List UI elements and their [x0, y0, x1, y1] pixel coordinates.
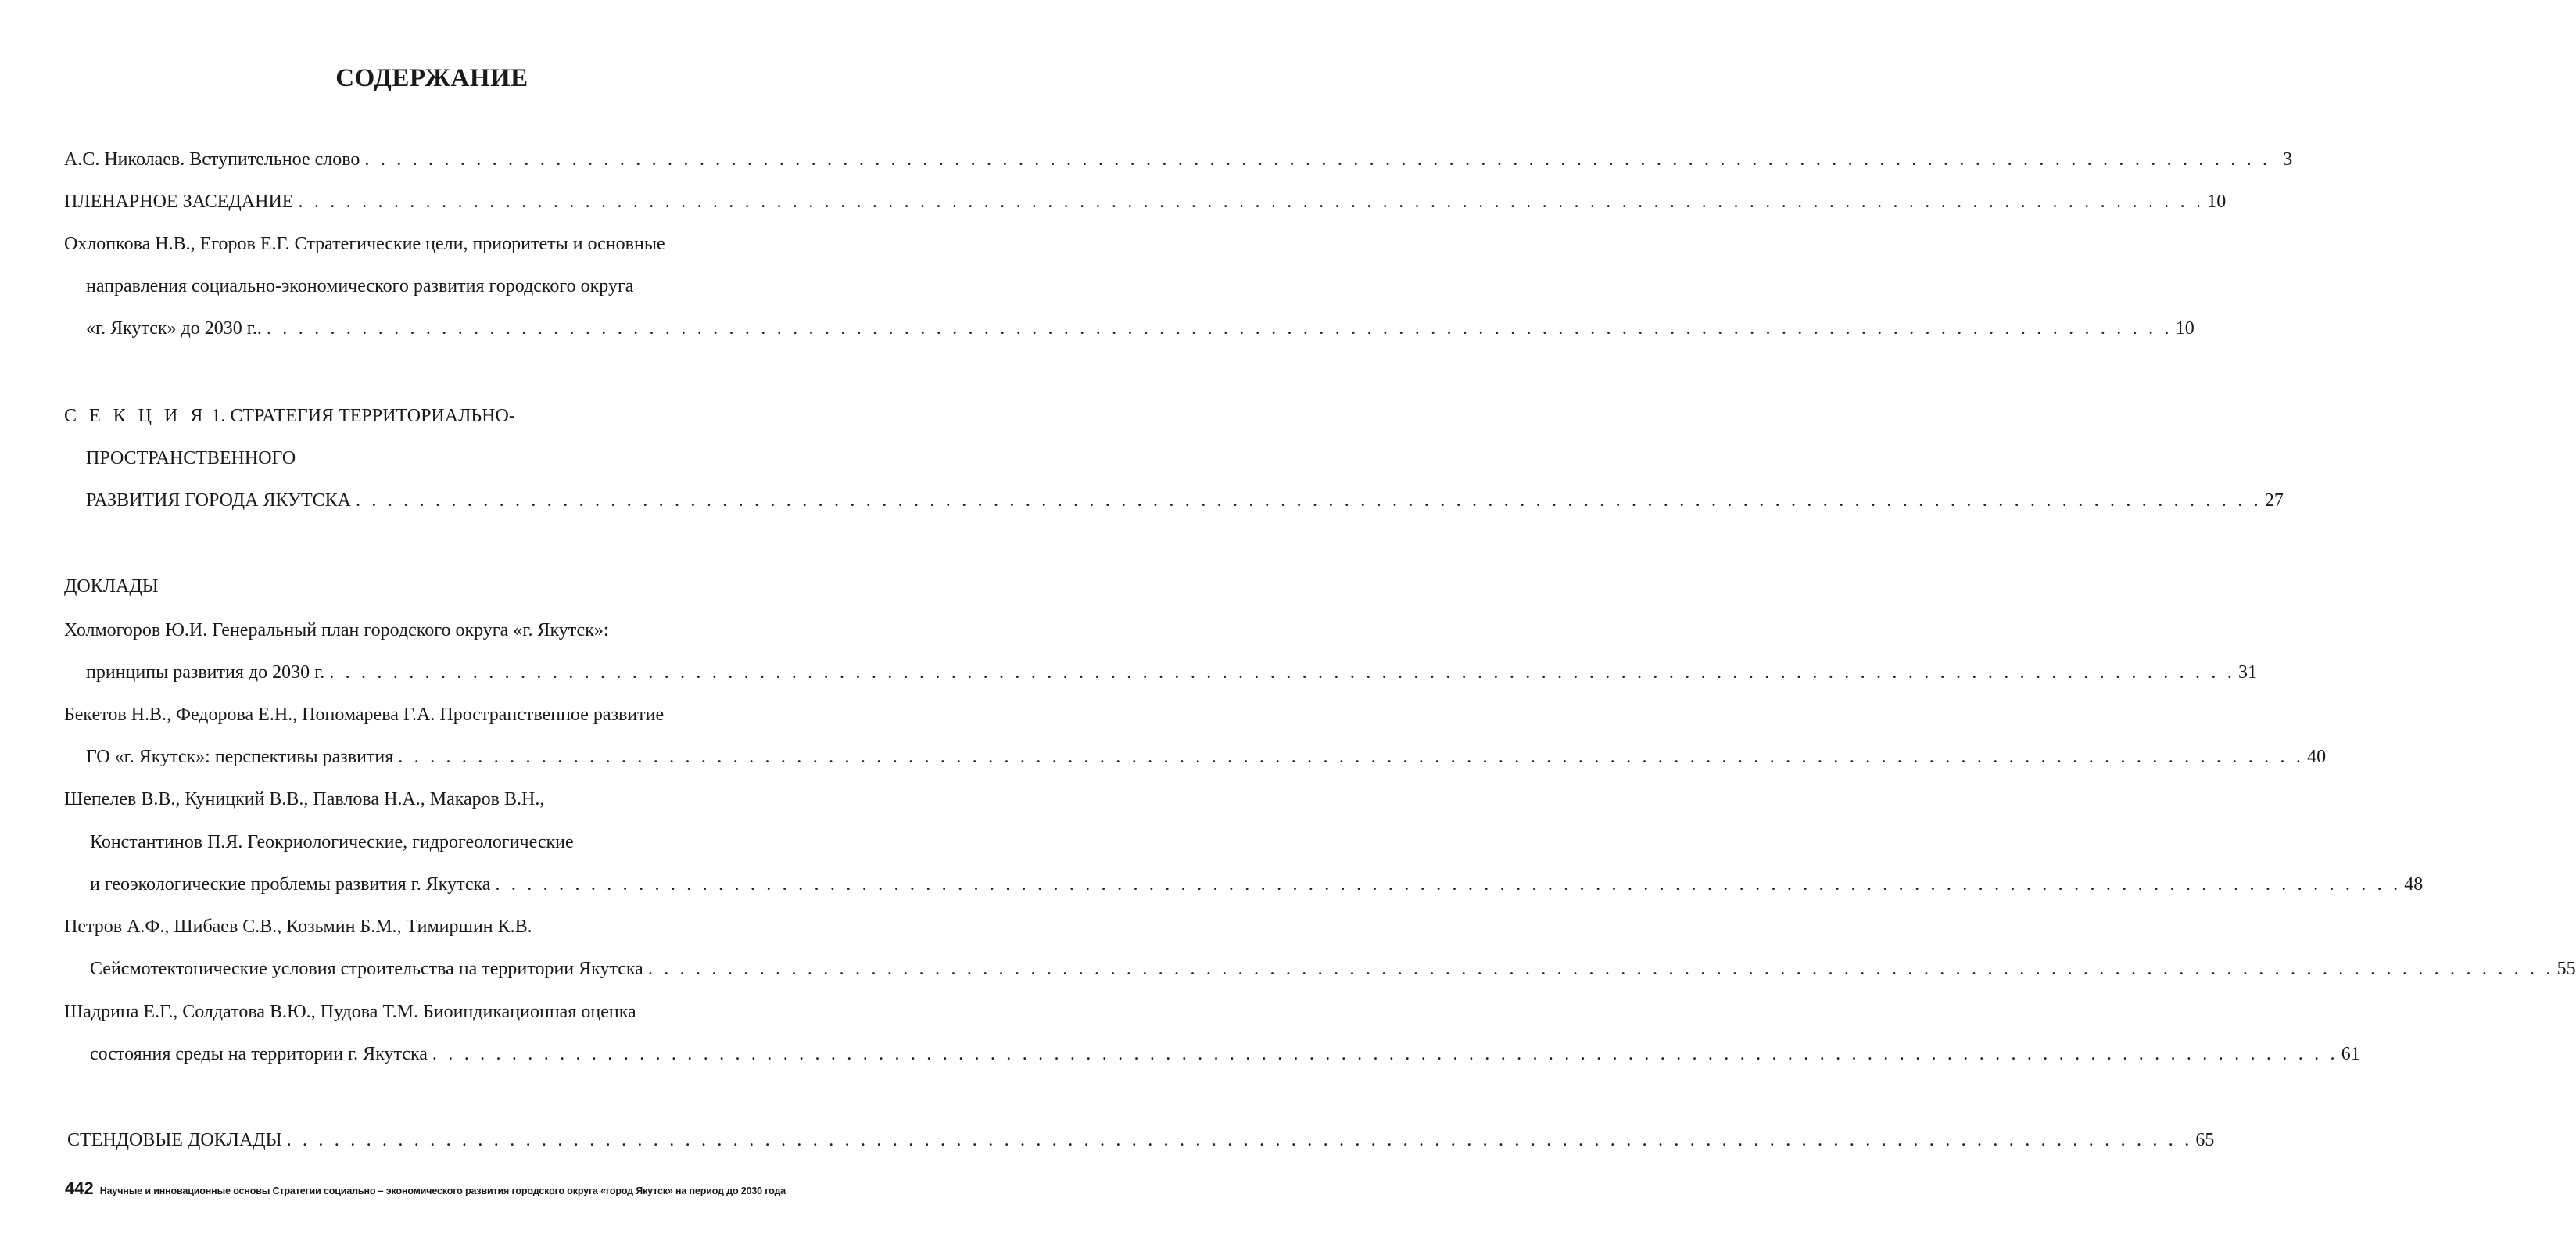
toc-entry-line: Сейсмотектонические условия строительства на территории Якутска . . . . . . . . . . . . . . . . . . . . . . . . . . . . . . . . . . . . . . . . . . . . . . . . . . . . . . . . . . . . . . . . . . . . . . . . . . . . . . . . . . . . . . . . . . . . . . . . . . . . . . . . . . . . . . . . . . . . . . . . 55 — [90, 956, 812, 981]
dot-leader: . . . . . . . . . . . . . . . . . . . . . . . . . . . . . . . . . . . . . . . . . . . . . . . . . . . . . . . . . . . . . . . . . . . . . . . . . . . . . . . . . . . . . . . . . . . . . . . . . . . . . . . . . . . . . . . . . . . . . . . . — [647, 959, 2554, 979]
toc-entry-line: Холмогоров Ю.И. Генеральный план городского округа «г. Якутск»: — [64, 620, 609, 640]
toc-section-heading: РАЗВИТИЯ ГОРОДА ЯКУТСКА . . . . . . . . . . . . . . . . . . . . . . . . . . . . . . . . . . . . . . . . . . . . . . . . . . . . . . . . . . . . . . . . . . . . . . . . . . . . . . . . . . . . . . . . . . . . . . . . . . . . . . . . . . . . . . . . . . . . . . . . 27 — [86, 488, 812, 513]
toc-page-number: 55 — [2556, 959, 2576, 979]
toc-entry-line: Петров А.Ф., Шибаев С.В., Козьмин Б.М., Тимиршин К.В. — [64, 916, 532, 937]
dot-leader: . . . . . . . . . . . . . . . . . . . . . . . . . . . . . . . . . . . . . . . . . . . . . . . . . . . . . . . . . . . . . . . . . . . . . . . . . . . . . . . . . . . . . . . . . . . . . . . . . . . . . . . . . . . . . . . . . . . . . . . . — [266, 318, 2173, 339]
toc-entry-line: и геоэкологические проблемы развития г. Якутска . . . . . . . . . . . . . . . . . . . . . . . . . . . . . . . . . . . . . . . . . . . . . . . . . . . . . . . . . . . . . . . . . . . . . . . . . . . . . . . . . . . . . . . . . . . . . . . . . . . . . . . . . . . . . . . . . . . . . . . . 48 — [90, 872, 812, 897]
footer-page-number: 442 — [65, 1178, 94, 1198]
dot-leader: . . . . . . . . . . . . . . . . . . . . . . . . . . . . . . . . . . . . . . . . . . . . . . . . . . . . . . . . . . . . . . . . . . . . . . . . . . . . . . . . . . . . . . . . . . . . . . . . . . . . . . . . . . . . . . . . . . . . . . . . — [286, 1130, 2193, 1150]
toc-entry-plenary: ПЛЕНАРНОЕ ЗАСЕДАНИЕ . . . . . . . . . . . . . . . . . . . . . . . . . . . . . . . . . . . . . . . . . . . . . . . . . . . . . . . . . . . . . . . . . . . . . . . . . . . . . . . . . . . . . . . . . . . . . . . . . . . . . . . . . . . . . . . . . . . . . . . . 10 — [64, 189, 812, 214]
toc-entry-line: направления социально-экономического развития городского округа — [86, 276, 634, 296]
toc-entry-line: Константинов П.Я. Геокриологические, гидрогеологические — [90, 832, 574, 852]
toc-section-heading: СТЕНДОВЫЕ ДОКЛАДЫ . . . . . . . . . . . . . . . . . . . . . . . . . . . . . . . . . . . . . . . . . . . . . . . . . . . . . . . . . . . . . . . . . . . . . . . . . . . . . . . . . . . . . . . . . . . . . . . . . . . . . . . . . . . . . . . . . . . . . . . . 65 — [67, 1128, 812, 1153]
dot-leader: . . . . . . . . . . . . . . . . . . . . . . . . . . . . . . . . . . . . . . . . . . . . . . . . . . . . . . . . . . . . . . . . . . . . . . . . . . . . . . . . . . . . . . . . . . . . . . . . . . . . . . . . . . . . . . . . . . . . . . . . — [495, 874, 2402, 895]
toc-page-number: 61 — [2341, 1044, 2360, 1064]
toc-entry-line: Бекетов Н.В., Федорова Е.Н., Пономарева Г.А. Пространственное развитие — [64, 705, 665, 725]
toc-entry-line: Шепелев В.В., Куницкий В.В., Павлова Н.А., Макаров В.Н., — [64, 789, 545, 809]
toc-entry-line: Шадрина Е.Г., Солдатова В.Ю., Пудова Т.М. Биоиндикационная оценка — [64, 1002, 636, 1022]
toc-page-number: 40 — [2307, 747, 2327, 767]
toc-page-number: 10 — [2207, 192, 2227, 212]
section-prefix: С Е К Ц И Я — [64, 406, 207, 426]
dot-leader: . . . . . . . . . . . . . . . . . . . . . . . . . . . . . . . . . . . . . . . . . . . . . . . . . . . . . . . . . . . . . . . . . . . . . . . . . . . . . . . . . . . . . . . . . . . . . . . . . . . . . . . . . . . . . . . . . . . . . . . . — [329, 662, 2236, 683]
toc-page-number: 48 — [2404, 874, 2424, 895]
toc-page-number: 31 — [2238, 662, 2258, 683]
toc-page-number: 27 — [2264, 490, 2284, 511]
toc-section-heading: ПРОСТРАНСТВЕННОГО — [86, 448, 296, 468]
toc-page-number: 65 — [2195, 1130, 2215, 1150]
dot-leader: . . . . . . . . . . . . . . . . . . . . . . . . . . . . . . . . . . . . . . . . . . . . . . . . . . . . . . . . . . . . . . . . . . . . . . . . . . . . . . . . . . . . . . . . . . . . . . . . . . . . . . . . . . . . . . . . . . . . . . . . — [432, 1044, 2338, 1064]
toc-entry-line: ГО «г. Якутск»: перспективы развития . . . . . . . . . . . . . . . . . . . . . . . . . . . . . . . . . . . . . . . . . . . . . . . . . . . . . . . . . . . . . . . . . . . . . . . . . . . . . . . . . . . . . . . . . . . . . . . . . . . . . . . . . . . . . . . . . . . . . . . . 40 — [86, 744, 812, 769]
dot-leader: . . . . . . . . . . . . . . . . . . . . . . . . . . . . . . . . . . . . . . . . . . . . . . . . . . . . . . . . . . . . . . . . . . . . . . . . . . . . . . . . . . . . . . . . . . . . . . . . . . . . . . . . . . . . . . . . . . . . . . . . — [398, 747, 2305, 767]
dot-leader: . . . . . . . . . . . . . . . . . . . . . . . . . . . . . . . . . . . . . . . . . . . . . . . . . . . . . . . . . . . . . . . . . . . . . . . . . . . . . . . . . . . . . . . . . . . . . . . . . . . . . . . . . . . . . . . . . . . . . . . . — [298, 192, 2205, 212]
running-footer — [65, 1178, 823, 1202]
toc-page-number: 10 — [2175, 318, 2194, 339]
toc-section-heading: С Е К Ц И Я 1. СТРАТЕГИЯ ТЕРРИТОРИАЛЬНО- — [64, 406, 515, 426]
footer-text: Научные и инновационные основы Стратегии социально – экономического развития городского округа «город Якутск» на период до 2030 года — [99, 1185, 786, 1196]
dot-leader: . . . . . . . . . . . . . . . . . . . . . . . . . . . . . . . . . . . . . . . . . . . . . . . . . . . . . . . . . . . . . . . . . . . . . . . . . . . . . . . . . . . . . . . . . . . . . . . . . . . . . . . . . . . . . . . . . . . . . . . . — [356, 490, 2262, 511]
toc-entry-line: принципы развития до 2030 г. . . . . . . . . . . . . . . . . . . . . . . . . . . . . . . . . . . . . . . . . . . . . . . . . . . . . . . . . . . . . . . . . . . . . . . . . . . . . . . . . . . . . . . . . . . . . . . . . . . . . . . . . . . . . . . . . . . . . . . . . 31 — [86, 660, 812, 685]
toc-entry-line: «г. Якутск» до 2030 г.. . . . . . . . . . . . . . . . . . . . . . . . . . . . . . . . . . . . . . . . . . . . . . . . . . . . . . . . . . . . . . . . . . . . . . . . . . . . . . . . . . . . . . . . . . . . . . . . . . . . . . . . . . . . . . . . . . . . . . . . . 10 — [86, 316, 812, 341]
toc-entry-introduction: А.С. Николаев. Вступительное слово . . . . . . . . . . . . . . . . . . . . . . . . . . . . . . . . . . . . . . . . . . . . . . . . . . . . . . . . . . . . . . . . . . . . . . . . . . . . . . . . . . . . . . . . . . . . . . . . . . . . . . . . . . . . . . . . . . . . . . . . 3 — [64, 147, 812, 172]
toc-page-number: 3 — [2283, 149, 2293, 170]
toc-subsection-heading: ДОКЛАДЫ — [64, 576, 159, 597]
toc-entry-line: состояния среды на территории г. Якутска . . . . . . . . . . . . . . . . . . . . . . . . . . . . . . . . . . . . . . . . . . . . . . . . . . . . . . . . . . . . . . . . . . . . . . . . . . . . . . . . . . . . . . . . . . . . . . . . . . . . . . . . . . . . . . . . . . . . . . . . 61 — [90, 1042, 812, 1067]
toc-entry-line: Охлопкова Н.В., Егоров Е.Г. Стратегические цели, приоритеты и основные — [64, 234, 665, 254]
page-title: СОДЕРЖАНИЕ — [335, 64, 528, 92]
dot-leader: . . . . . . . . . . . . . . . . . . . . . . . . . . . . . . . . . . . . . . . . . . . . . . . . . . . . . . . . . . . . . . . . . . . . . . . . . . . . . . . . . . . . . . . . . . . . . . . . . . . . . . . . . . . . . . . . . . . . . . . . — [364, 149, 2271, 170]
